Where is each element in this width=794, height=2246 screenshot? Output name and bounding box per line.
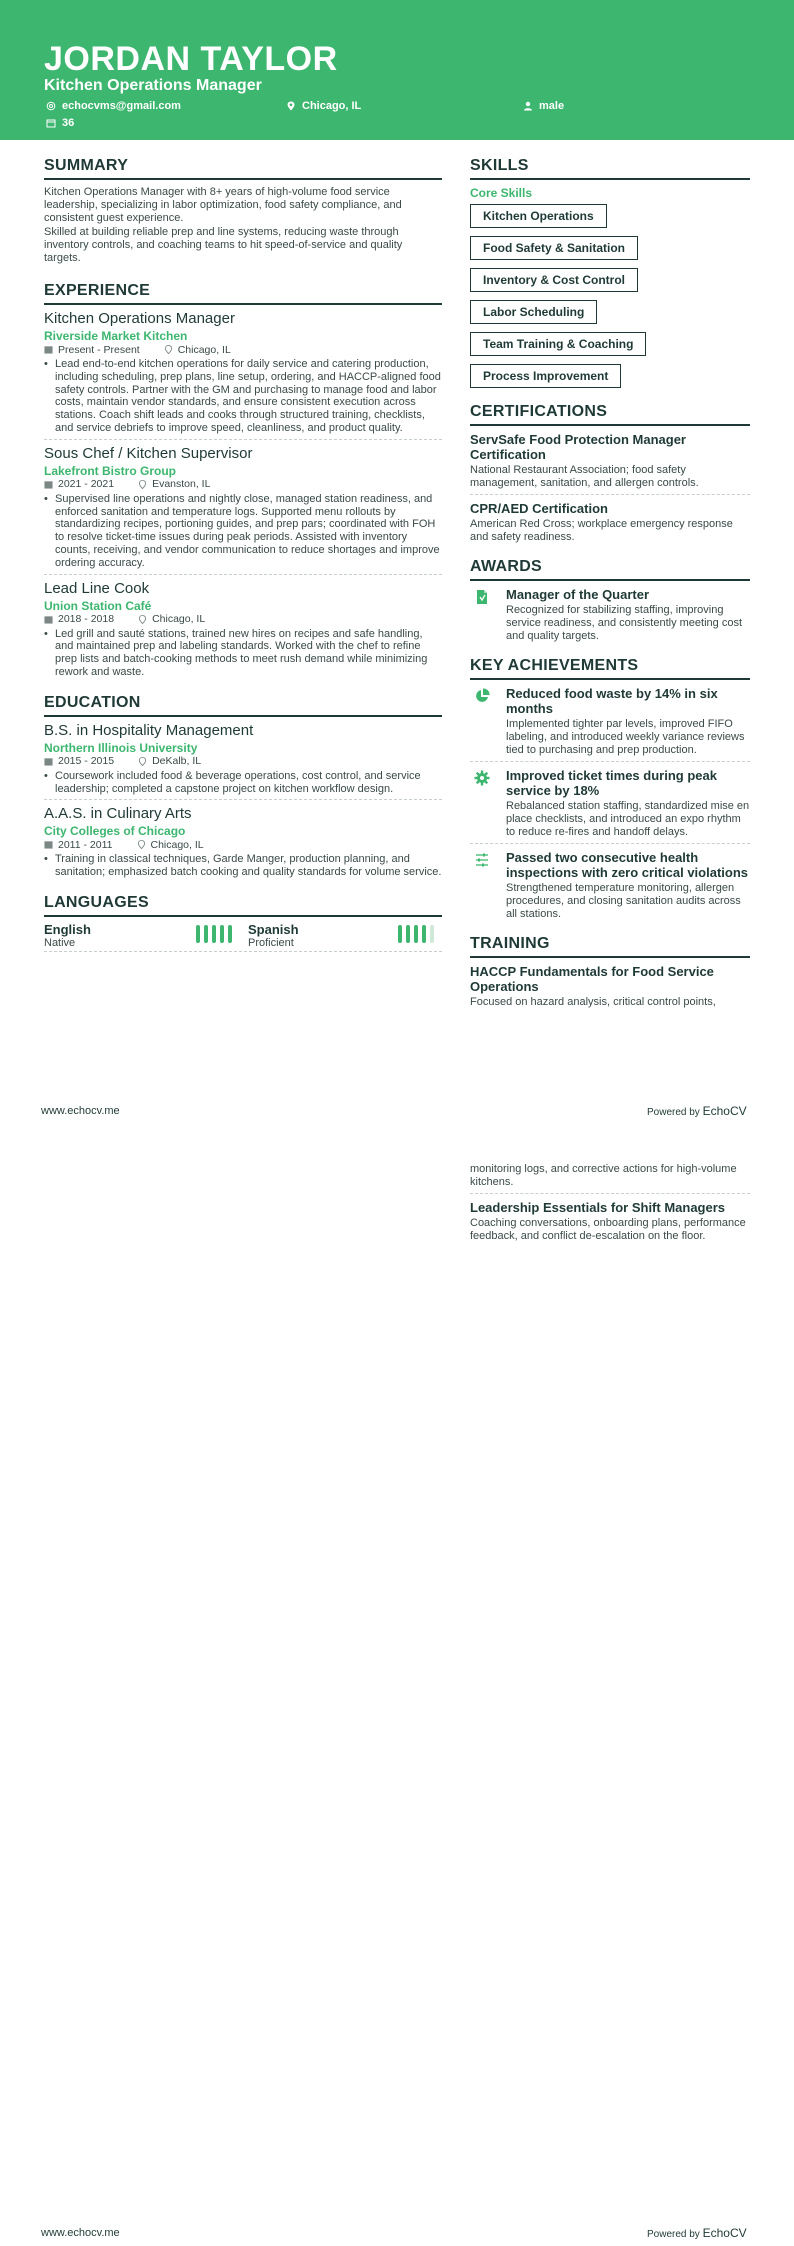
skill-chip: Inventory & Cost Control <box>470 268 638 292</box>
skill-chip: Process Improvement <box>470 364 621 388</box>
resume-header <box>0 0 794 140</box>
education-dates: 2011 - 2011 <box>58 838 113 851</box>
achievement-desc: Rebalanced station staffing, standardized mise en place checklists, and introduced an expo rhythm to reduce re-fires and handoff delays. <box>506 800 750 838</box>
calendar-icon <box>44 757 53 766</box>
job-meta <box>44 478 442 491</box>
map-pin-icon <box>138 480 147 489</box>
degree-title: B.S. in Hospitality Management <box>44 721 254 739</box>
calendar-icon <box>46 118 56 128</box>
summary-paragraph-2: Skilled at building reliable prep and line systems, reducing waste through inventory controls, and coaching teams to hit speed-of-service and quality targets. <box>44 226 403 264</box>
right-column <box>470 157 750 1009</box>
job-meta <box>44 343 442 356</box>
certification-desc: National Restaurant Association; food safety management, sanitation, and allergen controls. <box>470 464 699 489</box>
company-name: Lakefront Bistro Group <box>44 463 177 478</box>
email-text: echocvms@gmail.com <box>62 100 181 112</box>
certification-item <box>470 432 750 495</box>
rating-bar <box>398 925 402 943</box>
awards-heading: AWARDS <box>470 558 750 581</box>
skills-heading: SKILLS <box>470 157 750 180</box>
rating-bar <box>228 925 232 943</box>
certification-item <box>470 501 750 544</box>
contact-gender <box>523 100 564 112</box>
footer-site-link[interactable]: www.echocv.me <box>41 2227 120 2239</box>
experience-item <box>44 310 442 440</box>
experience-item <box>44 580 442 679</box>
training-desc-part2: monitoring logs, and corrective actions for high-volume kitchens. <box>470 1163 750 1194</box>
award-name: Manager of the Quarter <box>506 587 650 602</box>
map-pin-icon <box>138 615 147 624</box>
summary-heading: SUMMARY <box>44 157 442 180</box>
language-item <box>44 922 91 949</box>
achievement-item <box>470 850 750 921</box>
footer-site-link[interactable]: www.echocv.me <box>41 1105 120 1117</box>
calendar-icon <box>44 615 53 624</box>
language-level: Native <box>44 936 76 949</box>
job-location: Chicago, IL <box>177 343 231 356</box>
certification-desc: American Red Cross; workplace emergency response and safety readiness. <box>470 518 733 543</box>
languages-list <box>44 917 442 952</box>
school-name: Northern Illinois University <box>44 740 198 755</box>
achievement-desc: Implemented tighter par levels, improved FIFO labeling, and introduced weekly variance reviews tied to purchasing and prep production. <box>506 718 745 756</box>
footer-powered-text: Powered by <box>647 1107 703 1118</box>
skills-list <box>470 204 750 388</box>
contact-location <box>286 100 361 112</box>
contact-email[interactable] <box>46 100 181 112</box>
company-name: Union Station Café <box>44 598 152 613</box>
map-pin-icon <box>138 757 147 766</box>
education-heading: EDUCATION <box>44 694 442 717</box>
training-item <box>470 964 750 1009</box>
footer-powered <box>647 2226 747 2240</box>
languages-heading: LANGUAGES <box>44 894 442 917</box>
education-dates: 2015 - 2015 <box>58 755 115 768</box>
job-bullet: • Supervised line operations and nightly close, managed station readiness, and enforced sanitation and temperature logs. Supported menu rollouts by standardizing recipes, portioning guides, and prep pars; coordinated with FOH to resolve ticket-time issues during peak periods. Assisted with inventory counts, receiving, and vendor communication to reduce shortages and improve ordering accuracy. <box>44 493 442 574</box>
certification-name: ServSafe Food Protection Manager Certification <box>470 432 686 462</box>
user-icon <box>523 101 533 111</box>
achievement-desc: Strengthened temperature monitoring, allergen procedures, and closing sanitation audits across all stations. <box>506 882 741 920</box>
training-name: Leadership Essentials for Shift Managers <box>470 1200 726 1215</box>
rating-bar <box>212 925 216 943</box>
map-pin-icon <box>137 840 146 849</box>
job-location: Evanston, IL <box>152 478 211 491</box>
certification-name: CPR/AED Certification <box>470 501 608 516</box>
rating-bar <box>220 925 224 943</box>
company-name: Riverside Market Kitchen <box>44 329 188 343</box>
job-dates: 2021 - 2021 <box>58 478 115 491</box>
language-item <box>248 922 299 949</box>
skills-subheading: Core Skills <box>470 186 533 200</box>
job-bullet: • Led grill and sauté stations, trained new hires on recipes and safe handling, and maintained prep and labeling standards. Worked with the chef to refine prep lists and batch-cooking methods to meet rush demand while minimizing rework and waste. <box>44 628 442 679</box>
education-meta <box>44 838 442 851</box>
achievement-name: Improved ticket times during peak service by 18% <box>506 768 717 798</box>
gender-text: male <box>539 100 565 112</box>
rating-bar <box>196 925 200 943</box>
footer-powered <box>647 1104 747 1118</box>
right-column-continued <box>470 1163 750 1243</box>
education-bullet: • Training in classical techniques, Garde Manger, production planning, and sanitation; emphasized batch cooking and quality standards for volume service. <box>44 853 442 879</box>
experience-item <box>44 445 442 575</box>
training-name: HACCP Fundamentals for Food Service Operations <box>470 964 714 994</box>
skill-chip: Kitchen Operations <box>470 204 607 228</box>
training-desc-part1: Focused on hazard analysis, critical control points, <box>470 996 716 1008</box>
award-desc: Recognized for stabilizing staffing, improving service readiness, and consistently meeting cost and quality targets. <box>506 604 743 642</box>
achievements-heading: KEY ACHIEVEMENTS <box>470 657 750 680</box>
skill-chip: Labor Scheduling <box>470 300 597 324</box>
rating-bar <box>430 925 434 943</box>
left-column <box>44 157 442 952</box>
achievement-name: Passed two consecutive health inspections with zero critical violations <box>506 850 748 880</box>
map-pin-icon <box>286 101 296 111</box>
school-name: City Colleges of Chicago <box>44 824 186 839</box>
document-icon <box>474 589 490 605</box>
footer-powered-text: Powered by <box>647 2229 703 2240</box>
candidate-role: Kitchen Operations Manager <box>44 77 262 94</box>
rating-bar <box>414 925 418 943</box>
calendar-icon <box>44 345 53 354</box>
age-text: 36 <box>62 117 75 129</box>
language-name: English <box>44 921 91 937</box>
language-rating <box>196 925 232 943</box>
training-heading: TRAINING <box>470 935 750 958</box>
experience-heading: EXPERIENCE <box>44 282 442 305</box>
skill-chip: Team Training & Coaching <box>470 332 646 356</box>
job-dates: 2018 - 2018 <box>58 613 115 626</box>
education-item <box>44 722 442 801</box>
calendar-icon <box>44 840 53 849</box>
language-rating <box>398 925 434 943</box>
gear-icon <box>474 770 490 786</box>
footer-brand: EchoCV <box>702 1104 747 1118</box>
training-item <box>470 1200 750 1243</box>
achievement-item <box>470 686 750 762</box>
language-level: Proficient <box>248 936 294 949</box>
map-pin-icon <box>164 345 173 354</box>
contact-age <box>46 117 74 129</box>
education-location: DeKalb, IL <box>152 755 202 768</box>
education-bullet: • Coursework included food & beverage operations, cost control, and service leadership; completed a capstone project on kitchen workflow design. <box>44 770 442 800</box>
education-location: Chicago, IL <box>150 838 204 851</box>
language-name: Spanish <box>248 921 299 937</box>
at-icon <box>46 101 56 111</box>
job-title: Sous Chef / Kitchen Supervisor <box>44 444 253 462</box>
skill-chip: Food Safety & Sanitation <box>470 236 638 260</box>
rating-bar <box>204 925 208 943</box>
rating-bar <box>406 925 410 943</box>
rating-bar <box>422 925 426 943</box>
calendar-icon <box>44 480 53 489</box>
education-meta <box>44 755 442 768</box>
job-bullet: • Lead end-to-end kitchen operations for daily service and catering production, including scheduling, prep plans, line setup, ordering, and HACCP-aligned food safety controls. Partner with the GM and purchasing to manage food and labor costs, maintain vendor standards, and ensure consistent execution across stations. Coach shift leads and cooks through structured training, checklists, and service debriefs to improve speed, cleanliness, and product quality. <box>44 358 442 439</box>
certifications-heading: CERTIFICATIONS <box>470 403 750 426</box>
job-meta <box>44 613 442 626</box>
achievement-name: Reduced food waste by 14% in six months <box>506 686 718 716</box>
location-text: Chicago, IL <box>302 100 362 112</box>
award-item <box>470 587 750 643</box>
pie-chart-icon <box>474 688 490 704</box>
job-dates: Present - Present <box>58 343 140 356</box>
achievement-item <box>470 768 750 844</box>
summary-paragraph-1: Kitchen Operations Manager with 8+ years of high-volume food service leadership, specializing in labor optimization, food safety compliance, and consistent guest experience. <box>44 186 402 224</box>
degree-title: A.A.S. in Culinary Arts <box>44 805 192 823</box>
sliders-icon <box>474 852 490 868</box>
job-title: Lead Line Cook <box>44 579 150 597</box>
training-desc: Coaching conversations, onboarding plans, performance feedback, and conflict de-escalation on the floor. <box>470 1217 746 1242</box>
education-item <box>44 805 442 879</box>
footer-brand: EchoCV <box>702 2226 747 2240</box>
job-title: Kitchen Operations Manager <box>44 310 235 327</box>
candidate-name: JORDAN TAYLOR <box>44 40 338 78</box>
job-location: Chicago, IL <box>152 613 206 626</box>
